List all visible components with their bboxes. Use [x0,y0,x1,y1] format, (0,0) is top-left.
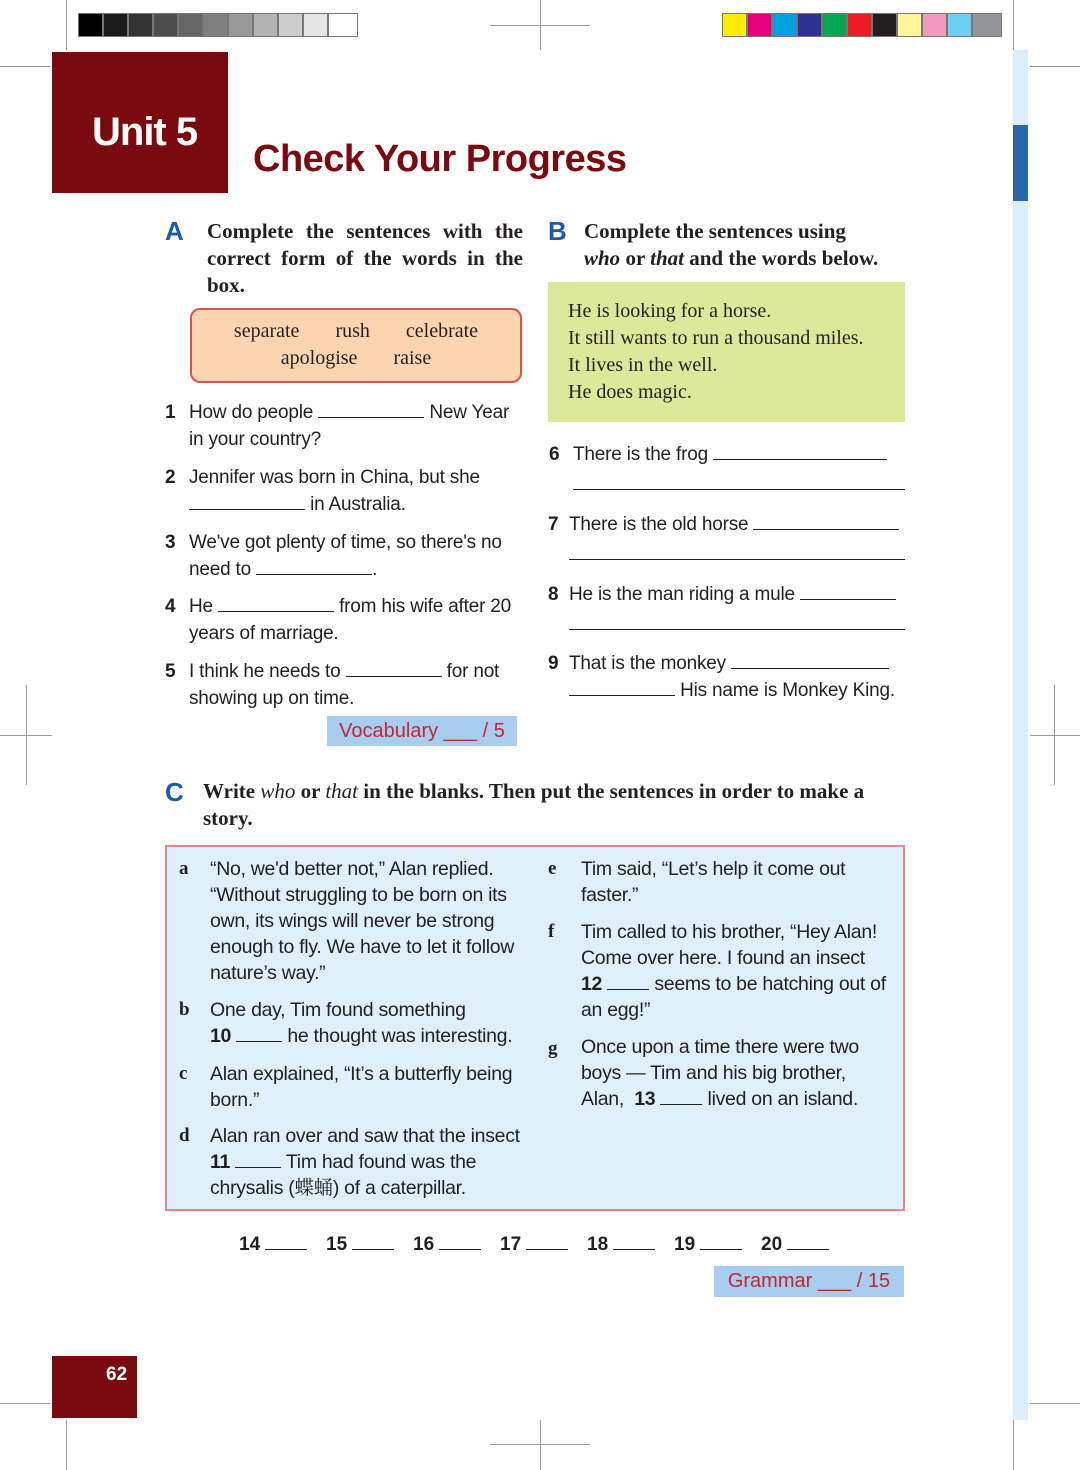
section-c-instruction: Write who or that in the blanks. Then put the sentences in order to make a story. [203,779,865,830]
word: raise [393,347,432,369]
answer-blank[interactable] [256,557,372,575]
answer-blank[interactable] [753,512,899,530]
answer-blank[interactable] [607,972,649,990]
page-title: Check Your Progress [253,138,627,180]
answer-blank[interactable] [573,472,905,490]
section-b-letter: B [548,216,567,246]
question-4: 4 He from his wife after 20 years of marriage. [165,596,512,644]
side-tab [1013,125,1028,201]
story-box: a “No, we'd better not,” Alan replied. “Without struggling to be born on its own, its wings will never be strong enough to fly. We have to let it follow nature’s way.” b One day, Tim found something 10 he thought was interesting. c Alan explained, “It’s a butterfly being born.” d Alan ran over and saw that the insect 11 Tim had found was the chrysalis (蝶蛹) of a caterpillar. e Tim said, “Let’s help it come out faster.” f Tim called to his brother, “Hey Alan! Come over here. I found an insect 12 seems to be hatching out of an egg!” g Once upon a time there were two boys — Tim and his big brother, Alan, 13 lived on an island. [165,845,905,1211]
word: apologise [280,347,358,369]
answer-blank[interactable] [613,1232,655,1250]
answer-blank[interactable] [235,1150,281,1168]
question-2: 2 Jennifer was born in China, but she in Australia. [165,467,480,515]
sentence: It still wants to run a thousand miles. [568,327,864,349]
story-item-d: Alan ran over and saw that the insect 11 Tim had found was the chrysalis (蝶蛹) of a caterpillar. [210,1125,520,1199]
answer-blank[interactable] [569,542,905,560]
story-item-b: One day, Tim found something 10 he thought was interesting. [210,999,513,1047]
answer-blank[interactable] [700,1232,742,1250]
word: separate [233,320,300,342]
answer-blank[interactable] [439,1232,481,1250]
answer-blank[interactable] [787,1232,829,1250]
story-item-g: Once upon a time there were two boys — Tim and his big brother, Alan, 13 lived on an island. [581,1036,859,1110]
question-3: 3 We've got plenty of time, so there's no need to . [165,532,502,580]
section-c-letter: C [165,777,184,807]
question-7: 7 There is the old horse [569,510,906,570]
story-item-e: Tim said, “Let’s help it come out faster.” [581,858,846,906]
answer-blank[interactable] [218,594,334,612]
section-a-letter: A [165,216,184,246]
answer-blank[interactable] [346,659,442,677]
unit-label: Unit 5 [92,110,198,154]
grammar-score: Grammar ___ / 15 [714,1266,904,1297]
section-b-instruction: Complete the sentences using who or that and the words below. [584,219,879,270]
question-6: 6 There is the frog [573,440,906,500]
unit-badge [52,52,228,193]
answer-blank[interactable] [569,678,675,696]
answer-blank[interactable] [526,1232,568,1250]
story-item-f: Tim called to his brother, “Hey Alan! Come over here. I found an insect 12 seems to be hatching out of an egg!” [581,921,886,1021]
sentence: It lives in the well. [568,354,718,376]
sentence: He does magic. [568,381,692,403]
story-item-c: Alan explained, “It’s a butterfly being born.” [210,1063,513,1111]
question-9: 9 That is the monkey His name is Monkey King. [548,653,895,701]
answer-blank[interactable] [569,612,905,630]
section-a-instruction: Complete the sentences with the correct form of the words in the box. [207,219,523,297]
sentence-box [548,282,905,422]
vocabulary-score: Vocabulary ___ / 5 [327,716,517,746]
answer-blank[interactable] [265,1232,307,1250]
page-number-box [52,1356,137,1418]
question-8: 8 He is the man riding a mule [569,580,906,640]
page-number: 62 [106,1364,128,1385]
story-item-a: “No, we'd better not,” Alan replied. “Without struggling to be born on its own, its wings will never be strong enough to fly. We have to let it follow nature’s way.” [210,858,515,984]
answer-blank[interactable] [800,582,896,600]
answer-blank[interactable] [236,1024,282,1042]
answer-blank[interactable] [731,651,889,669]
answer-blank[interactable] [713,442,887,460]
word-box [190,308,522,383]
answer-blank[interactable] [189,492,305,510]
sentence: He is looking for a horse. [568,300,772,322]
side-strip [1013,50,1028,1420]
answer-blank[interactable] [318,400,424,418]
answer-blank[interactable] [660,1087,702,1105]
word: celebrate [405,320,479,342]
question-1: 1 How do people New Year in your country? [165,402,510,450]
answer-blank[interactable] [352,1232,394,1250]
question-5: 5 I think he needs to for not showing up on time. [165,661,500,709]
word: rush [335,320,370,342]
